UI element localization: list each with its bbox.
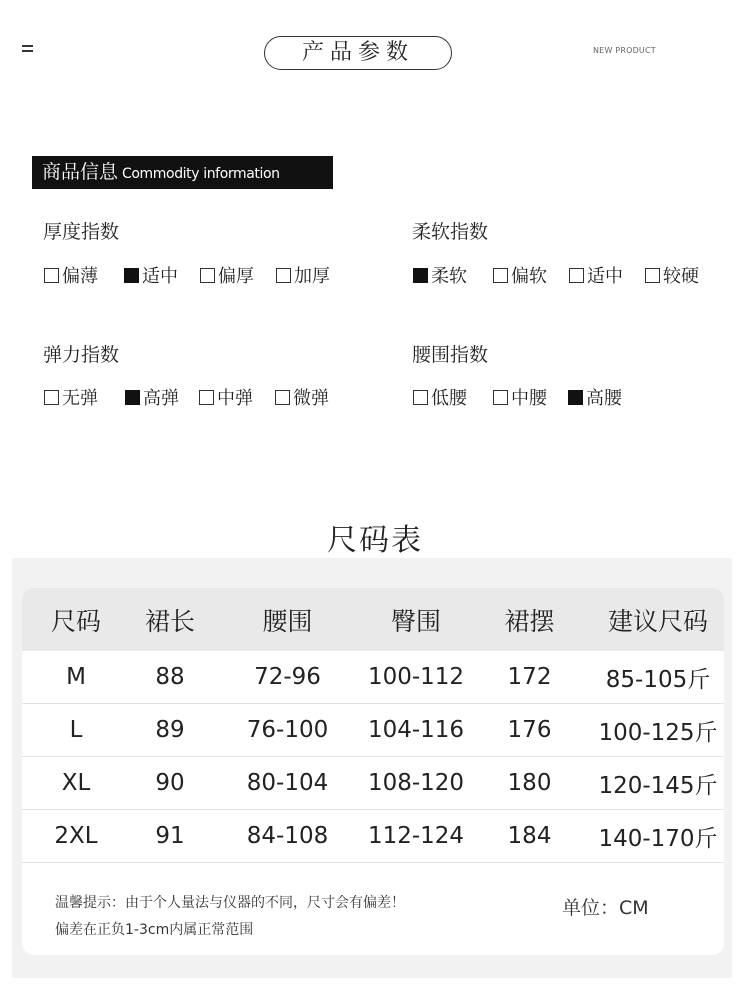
- cell-hem: 172: [507, 664, 552, 690]
- cell-waist: 80-104: [246, 770, 329, 796]
- new-product-tag: NEW PRODUCT: [593, 46, 656, 55]
- checkbox-icon: [493, 390, 508, 405]
- cell-hip: 108-120: [367, 770, 465, 796]
- option-moderate: 适中: [124, 262, 178, 288]
- checkbox-icon: [200, 268, 215, 283]
- checkbox-icon: [413, 390, 428, 405]
- option-thin: 偏薄: [44, 262, 98, 288]
- cell-waist: 84-108: [246, 823, 329, 849]
- cell-suggested-size: 85-105斤: [605, 666, 711, 693]
- menu-icon: [22, 42, 34, 54]
- checkbox-icon: [199, 390, 214, 405]
- cell-hem: 180: [507, 770, 552, 796]
- size-chart-title: 尺码表: [327, 523, 423, 558]
- commodity-info-title-en: Commodity information: [122, 166, 280, 182]
- checkbox-icon: [276, 268, 291, 283]
- section-title-pill: 产品参数: [264, 36, 452, 70]
- cell-skirt-length: 90: [155, 770, 185, 796]
- checkbox-checked-icon: [413, 268, 428, 283]
- cell-suggested-size: 100-125斤: [598, 719, 718, 746]
- option-moderate: 适中: [569, 262, 623, 288]
- cell-skirt-length: 91: [155, 823, 185, 849]
- cell-size: L: [69, 717, 83, 743]
- checkbox-checked-icon: [568, 390, 583, 405]
- cell-waist: 72-96: [254, 664, 321, 690]
- table-row: [22, 810, 724, 863]
- cell-skirt-length: 88: [155, 664, 185, 690]
- elasticity-index-title: 弹力指数: [43, 344, 120, 366]
- cell-hip: 100-112: [367, 664, 465, 690]
- option-high-stretch: 高弹: [125, 384, 179, 410]
- header-suggested-size: 建议尺码: [607, 606, 708, 636]
- cell-skirt-length: 89: [155, 717, 185, 743]
- header-hip: 臀围: [390, 606, 441, 636]
- header-size: 尺码: [50, 606, 101, 636]
- option-slight-stretch: 微弹: [275, 384, 329, 410]
- commodity-info-title-cn: 商品信息: [42, 161, 119, 183]
- checkbox-icon: [645, 268, 660, 283]
- cell-size: M: [66, 664, 86, 690]
- cell-hem: 184: [507, 823, 552, 849]
- cell-hip: 112-124: [367, 823, 465, 849]
- checkbox-icon: [569, 268, 584, 283]
- checkbox-icon: [44, 390, 59, 405]
- table-row: [22, 757, 724, 810]
- checkbox-icon: [44, 268, 59, 283]
- option-extra-thick: 加厚: [276, 262, 330, 288]
- measurement-note-line1: 温馨提示：由于个人量法与仪器的不同，尺寸会有偏差！: [55, 895, 405, 911]
- table-row: [22, 651, 724, 704]
- unit-label: 单位：CM: [562, 897, 649, 919]
- option-high-waist: 高腰: [568, 384, 622, 410]
- header-waist: 腰围: [262, 606, 313, 636]
- option-thick: 偏厚: [200, 262, 254, 288]
- checkbox-checked-icon: [124, 268, 139, 283]
- commodity-info-banner: [32, 156, 333, 189]
- option-soft: 柔软: [413, 262, 467, 288]
- option-hard: 较硬: [645, 262, 699, 288]
- softness-index-title: 柔软指数: [412, 221, 489, 243]
- option-slightly-soft: 偏软: [493, 262, 547, 288]
- option-no-stretch: 无弹: [44, 384, 98, 410]
- checkbox-checked-icon: [125, 390, 140, 405]
- table-row: [22, 704, 724, 757]
- size-table-header: [22, 588, 724, 651]
- cell-hem: 176: [507, 717, 552, 743]
- option-mid-waist: 中腰: [493, 384, 547, 410]
- cell-hip: 104-116: [367, 717, 465, 743]
- cell-suggested-size: 120-145斤: [598, 772, 718, 799]
- checkbox-icon: [493, 268, 508, 283]
- waist-index-title: 腰围指数: [412, 344, 489, 366]
- cell-suggested-size: 140-170斤: [598, 825, 718, 852]
- cell-waist: 76-100: [246, 717, 329, 743]
- cell-size: 2XL: [54, 823, 98, 849]
- thickness-index-title: 厚度指数: [43, 221, 120, 243]
- header-skirt-length: 裙长: [144, 606, 195, 636]
- option-medium-stretch: 中弹: [199, 384, 253, 410]
- cell-size: XL: [61, 770, 91, 796]
- header-hem: 裙摆: [504, 606, 555, 636]
- checkbox-icon: [275, 390, 290, 405]
- measurement-note-line2: 偏差在正负1-3cm内属正常范围: [55, 922, 254, 938]
- option-low-waist: 低腰: [413, 384, 467, 410]
